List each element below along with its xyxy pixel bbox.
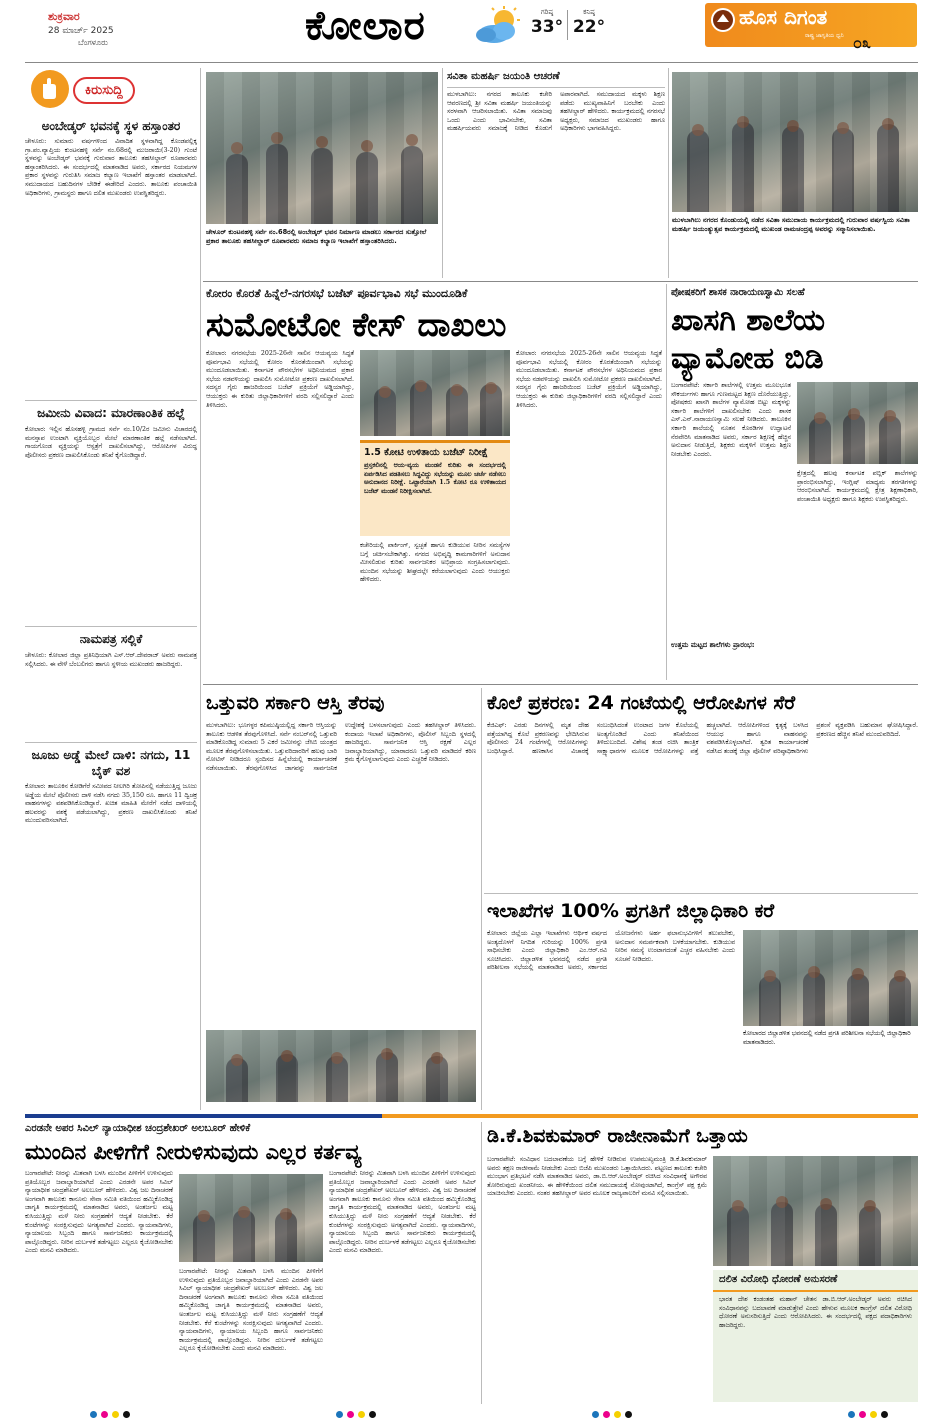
kole-story	[487, 690, 918, 890]
khasagi-body: ಬಂಗಾರಪೇಟೆ: ಸರ್ಕಾರಿ ಶಾಲೆಗಳಲ್ಲಿ ಉತ್ತಮ ಮೂಲಭೂತ ಸೌಕರ್ಯಗಳು ಹಾಗೂ ಗುಣಮಟ್ಟದ ಶಿಕ್ಷಣ ದೊರೆಯುತ್ತಿದ್ದು, ಪೋಷಕರು ಖಾಸಗಿ ಶಾಲೆಗಳ ವ್ಯಾಮೋಹ ಬಿಟ್ಟು ಮಕ್ಕಳನ್ನು ಸರ್ಕಾರಿ ಶಾಲೆಗಳಿಗೆ ದಾಖಲಿಸಬೇಕು ಎಂದು ಶಾಸಕ ಎಸ್.ಎನ್.ನಾರಾಯಣಸ್ವಾಮಿ ಸಲಹೆ ನೀಡಿದರು. ತಾಲೂಕಿನ ಸರ್ಕಾರಿ ಶಾಲೆಯಲ್ಲಿ ನೂತನ ಕೊಠಡಿಗಳ ಉದ್ಘಾಟನೆ ನೆರವೇರಿಸಿ ಮಾತನಾಡಿದ ಅವರು, ಸರ್ಕಾರ ಶಿಕ್ಷಣಕ್ಕೆ ಹೆಚ್ಚಿನ ಅನುದಾನ ನೀಡುತ್ತಿದೆ, ಶಿಕ್ಷಕರು ಮಕ್ಕಳಿಗೆ ಉತ್ತಮ ಶಿಕ್ಷಣ ನೀಡಬೇಕು ಎಂದರು.	[671, 382, 791, 458]
section-divider	[484, 893, 918, 894]
registration-dot	[614, 1411, 621, 1418]
column-divider	[481, 1122, 482, 1404]
sumoto-photo	[360, 350, 510, 436]
print-registration-marks	[90, 1411, 130, 1418]
khasagi-subhead: ಉತ್ತಮ ಮಟ್ಟದ ಶಾಲೆಗಳು ಪ್ರಾರಂಭ:	[671, 641, 755, 649]
registration-dot	[90, 1411, 97, 1418]
ilakhe-headline: ಇಲಾಖೆಗಳ 100% ಪ್ರಗತಿಗೆ ಜಿಲ್ಲಾಧಿಕಾರಿ ಕರೆ	[487, 900, 775, 922]
savita-story	[447, 70, 665, 278]
brand-logo-icon	[711, 8, 735, 32]
masthead	[0, 0, 945, 60]
ilakhe-photo-caption: ಕೋಲಾರದ ಜಿಲ್ಲಾಡಳಿತ ಭವನದಲ್ಲಿ ನಡೆದ ಪ್ರಗತಿ ಪರಿಶೀಲನಾ ಸಭೆಯಲ್ಲಿ ಜಿಲ್ಲಾಧಿಕಾರಿ ಮಾತನಾಡಿದರು.	[743, 1030, 911, 1046]
kole-headline: ಕೊಲೆ ಪ್ರಕರಣ: 24 ಗಂಟೆಯಲ್ಲಿ ಆರೋಪಿಗಳ ಸೆರೆ	[487, 692, 796, 714]
brand-name: ಹೊಸ ದಿಗಂತ	[739, 5, 828, 29]
registration-dot	[603, 1411, 610, 1418]
brief-body: ಕೋಲಾರ: ತಾಲೂಕಿನ ಕೋಡಿಗೆರೆ ಸಮೀಪದ ನೀಲಗಿರಿ ತೋಪಿನಲ್ಲಿ ನಡೆಯುತ್ತಿದ್ದ ಜೂಜು ಅಡ್ಡೆಯ ಮೇಲೆ ಪೊಲೀಸರು ದಾಳಿ ನಡೆಸಿ ನಗದು 35,150 ರೂ. ಹಾಗೂ 11 ದ್ವಿಚಕ್ರ ವಾಹನಗಳನ್ನು ವಶಪಡಿಸಿಕೊಂಡಿದ್ದಾರೆ. ಖಚಿತ ಮಾಹಿತಿ ಮೇರೆಗೆ ನಡೆದ ದಾಳಿಯಲ್ಲಿ ಹಲವರನ್ನು ವಶಕ್ಕೆ ಪಡೆಯಲಾಗಿದ್ದು, ಪ್ರಕರಣ ದಾಖಲಿಸಿಕೊಂಡು ತನಿಖೆ ಮುಂದುವರಿಸಲಾಗಿದೆ.	[25, 783, 197, 825]
top-photo-caption: ಮುಳಬಾಗಿಲು ನಗರದ ಕೊಂಡುಯಲ್ಲಿ ನಡೆದ ಸವಿತಾ ಸಮುದಾಯ ಕಾರ್ಯಕ್ರಮದಲ್ಲಿ ಗುರುವಾರ ವರ್ಷಸ್ವಿಯ ಸವಿತಾ ಮಹರ್ಷಿ ಜಯಂತ್ಯುತ್ಸವ ಕಾರ್ಯಕ್ರಮದಲ್ಲಿ ಮುಖಂಡ ರಾಮಚಂದ್ರಪ್ಪ ಅವರನ್ನು ಸನ್ಮಾನಿಸಲಾಯಿತು.	[672, 216, 910, 233]
sumoto-headline: ಸುಮೋಟೋ ಕೇಸ್ ದಾಖಲು	[206, 305, 507, 344]
brief-headline: ಜೂಜು ಅಡ್ಡೆ ಮೇಲೆ ದಾಳಿ: ನಗದು, 11 ಬೈಕ್ ವಶ	[31, 748, 191, 778]
dks-body: ಬಂಗಾರಪೇಟೆ: ಸಂವಿಧಾನ ಬದಲಾವಣೆಯ ಬಗ್ಗೆ ಹೇಳಿಕೆ ನೀಡಿರುವ ಉಪಮುಖ್ಯಮಂತ್ರಿ ಡಿ.ಕೆ.ಶಿವಕುಮಾರ್ ಅವರು ತಕ್ಷಣ ರಾಜೀನಾಮೆ ನೀಡಬೇಕು ಎಂದು ಬಿಜೆಪಿ ಮುಖಂಡರು ಒತ್ತಾಯಿಸಿದರು. ಪಟ್ಟಣದ ತಾಲೂಕು ಕಚೇರಿ ಮುಂಭಾಗ ಪ್ರತಿಭಟನೆ ನಡೆಸಿ ಮಾತನಾಡಿದ ಅವರು, ಡಾ.ಬಿ.ಆರ್.ಅಂಬೇಡ್ಕರ್ ರಚಿಸಿದ ಸಂವಿಧಾನಕ್ಕೆ ಅಗೌರವ ತೋರಿರುವುದು ಖಂಡನೀಯ. ಈ ಹೇಳಿಕೆಯಿಂದ ದಲಿತ ಸಮುದಾಯಕ್ಕೆ ನೋವುಂಟಾಗಿದೆ, ಕಾಂಗ್ರೆಸ್ ಪಕ್ಷ ಕ್ಷಮೆ ಯಾಚಿಸಬೇಕು ಎಂದರು. ನಂತರ ತಹಸೀಲ್ದಾರ್ ಅವರ ಮೂಲಕ ರಾಜ್ಯಪಾಲರಿಗೆ ಮನವಿ ಸಲ್ಲಿಸಲಾಯಿತು.	[487, 1156, 707, 1198]
sumoto-body-continued: ಕಚೇರಿಯಲ್ಲಿ ಪಾರ್ಕಿಂಗ್, ಸ್ವಚ್ಛತೆ ಹಾಗೂ ಕುಡಿಯುವ ನೀರಿನ ಸಮಸ್ಯೆಗಳ ಬಗ್ಗೆ ಚರ್ಚಿಸಬೇಕಾಗಿತ್ತು. ನಗರದ ಅಭಿವೃದ್ಧಿ ಕಾಮಗಾರಿಗಳಿಗೆ ಅನುದಾನ ಮೀಸಲಿಡುವ ಕುರಿತು ಸಾರ್ವಜನಿಕರ ಅಭಿಪ್ರಾಯ ಸಂಗ್ರಹಿಸಲಾಗುವುದು. ಮುಂದಿನ ಸಭೆಯನ್ನು ಶೀಘ್ರದಲ್ಲೇ ಕರೆಯಲಾಗುವುದು ಎಂದು ಆಯುಕ್ತರು ಹೇಳಿದರು.	[360, 542, 510, 584]
bottom-band-rule	[25, 1114, 918, 1118]
ottuvari-body: ಮುಳಬಾಗಿಲು: ಭೂಗಳ್ಳರ ಕಪಿಮುಷ್ಠಿಯಲ್ಲಿದ್ದ ಸರ್ಕಾರಿ ಆಸ್ತಿಯನ್ನು ತಾಲೂಕು ಆಡಳಿತ ತೆರವುಗೊಳಿಸಿದೆ. ಸರ್ವೆ ನಂಬರ್‌ನಲ್ಲಿ ಒತ್ತುವರಿ ಮಾಡಿಕೊಂಡಿದ್ದ ಸುಮಾರು 5 ಎಕರೆ ಜಮೀನನ್ನು ಜೆಸಿಬಿ ಯಂತ್ರದ ಮೂಲಕ ತೆರವುಗೊಳಿಸಲಾಯಿತು. ಒತ್ತುವರಿದಾರರಿಗೆ ಹಲವು ಬಾರಿ ನೋಟಿಸ್ ನೀಡಿದರೂ ಸ್ಪಂದಿಸದ ಹಿನ್ನೆಲೆಯಲ್ಲಿ ಕಾರ್ಯಾಚರಣೆ ನಡೆಸಲಾಯಿತು. ತೆರವುಗೊಳಿಸಿದ ಜಾಗವನ್ನು ಸಾರ್ವಜನಿಕ ಉದ್ದೇಶಕ್ಕೆ ಬಳಸಲಾಗುವುದು ಎಂದು ತಹಸೀಲ್ದಾರ್ ತಿಳಿಸಿದರು. ಕಂದಾಯ ಇಲಾಖೆ ಅಧಿಕಾರಿಗಳು, ಪೊಲೀಸ್ ಸಿಬ್ಬಂದಿ ಸ್ಥಳದಲ್ಲಿ ಹಾಜರಿದ್ದರು. ಸಾರ್ವಜನಿಕ ಆಸ್ತಿ ರಕ್ಷಣೆ ಎಲ್ಲರ ಜವಾಬ್ದಾರಿಯಾಗಿದ್ದು, ಯಾರಾದರೂ ಒತ್ತುವರಿ ಮಾಡಿದರೆ ಕಠಿಣ ಕ್ರಮ ಕೈಗೊಳ್ಳಲಾಗುವುದು ಎಂದು ಎಚ್ಚರಿಕೆ ನೀಡಿದರು.	[206, 722, 476, 772]
dks-sidebar-body: ಭಾರತ ದೇಶ ಕಂಡಂತಹ ಮಹಾನ್ ಚೇತನ ಡಾ.ಬಿ.ಆರ್.ಅಂಬೇಡ್ಕರ್ ಅವರು ರಚಿಸಿದ ಸಂವಿಧಾನವನ್ನು ಬದಲಾವಣೆ ಮಾಡುತ್ತೇವೆ ಎಂದು ಹೇಳುವ ಮೂಲಕ ಕಾಂಗ್ರೆಸ್ ದಲಿತ ವಿರೋಧಿ ಧೋರಣೆ ಅನುಸರಿಸುತ್ತಿದೆ ಎಂದು ಆರೋಪಿಸಿದರು. ಈ ಸಂದರ್ಭದಲ್ಲಿ ಪಕ್ಷದ ಪದಾಧಿಕಾರಿಗಳು ಹಾಜರಿದ್ದರು.	[719, 1296, 912, 1329]
dks-photo	[713, 1156, 918, 1266]
kirusuddi-badge-row	[25, 68, 197, 110]
brief-body: ಕೋಲಾರ: ಇಲ್ಲಿನ ಹೊಸಹಳ್ಳಿ ಗ್ರಾಮದ ಸರ್ವೆ ನಂ.10/2ರ ಜಮೀನು ವಿಚಾರದಲ್ಲಿ ಮನಸ್ತಾಪ ಉಂಟಾಗಿ ವ್ಯಕ್ತಿಯೊಬ್ಬರ ಮೇಲೆ ಮಾರಣಾಂತಿಕ ಹಲ್ಲೆ ನಡೆಸಲಾಗಿದೆ. ಗಾಯಗೊಂಡ ವ್ಯಕ್ತಿಯನ್ನು ಆಸ್ಪತ್ರೆಗೆ ದಾಖಲಿಸಲಾಗಿದ್ದು, ಆರೋಪಿಗಳ ವಿರುದ್ಧ ಪೊಲೀಸರು ಪ್ರಕರಣ ದಾಖಲಿಸಿಕೊಂಡು ತನಿಖೆ ಕೈಗೊಂಡಿದ್ದಾರೆ.	[25, 426, 197, 459]
brief-item	[25, 631, 197, 738]
savita-headline: ಸವಿತಾ ಮಹರ್ಷಿ ಜಯಂತಿ ಆಚರಣೆ	[447, 71, 560, 82]
masthead-rule	[25, 62, 918, 63]
pilige-story	[25, 1122, 476, 1404]
brief-headline: ಅಂಬೇಡ್ಕರ್ ಭವನಕ್ಕೆ ಸ್ಥಳ ಹಸ್ತಾಂತರ	[41, 119, 181, 133]
registration-dot	[870, 1411, 877, 1418]
savita-body: ಮುಳಬಾಗಿಲು: ನಗರದ ತಾಲೂಕು ಕಚೇರಿ ಆವರಣದಲ್ಲಿ ಶ್ರೀ ಸವಿತಾ ಮಹರ್ಷಿ ಜಯಂತಿಯನ್ನು ಸರಳವಾಗಿ ಆಚರಿಸಲಾಯಿತು. ಸವಿತಾ ಸಮಾಜವು ಒಂದು ಎಂದು ಭಾವಿಸಬೇಕು, ಸವಿತಾ ಮಹರ್ಷಿಯವರು ಸಮಾಜಕ್ಕೆ ನೀಡಿದ ಕೊಡುಗೆ ಅಪಾರವಾಗಿದೆ. ಸಮುದಾಯದ ಮಕ್ಕಳು ಶಿಕ್ಷಣ ಪಡೆದು ಮುಖ್ಯವಾಹಿನಿಗೆ ಬರಬೇಕು ಎಂದು ತಹಸೀಲ್ದಾರ್ ಹೇಳಿದರು. ಕಾರ್ಯಕ್ರಮದಲ್ಲಿ ನಗರಸಭೆ ಅಧ್ಯಕ್ಷರು, ಸಮಾಜದ ಮುಖಂಡರು ಹಾಗೂ ಅಧಿಕಾರಿಗಳು ಭಾಗವಹಿಸಿದ್ದರು.	[447, 91, 665, 133]
brief-item	[25, 118, 197, 396]
section-divider	[203, 281, 918, 282]
column-divider	[668, 68, 669, 278]
min-temp-block	[570, 8, 608, 37]
print-registration-marks	[848, 1411, 888, 1418]
registration-dot	[347, 1411, 354, 1418]
brief-headline: ಜಮೀನು ವಿವಾದ: ಮಾರಣಾಂತಿಕ ಹಲ್ಲೆ	[37, 406, 185, 420]
masthead-city: ಬೆಂಗಳೂರು	[78, 38, 108, 47]
pilige-headline: ಮುಂದಿನ ಪೀಳಿಗೆಗೆ ನೀರುಳಿಸುವುದು ಎಲ್ಲರ ಕರ್ತವ್ಯ	[25, 1140, 362, 1164]
khasagi-story	[671, 286, 918, 678]
masthead-day: ಶುಕ್ರವಾರ	[48, 10, 80, 23]
min-temp-label: ಕನಿಷ್ಠ	[583, 8, 595, 16]
column-divider	[666, 284, 667, 680]
savita-headline-rule	[447, 87, 665, 88]
sumoto-infobox-title: 1.5 ಕೋಟಿ ಉಳಿತಾಯ ಬಜೆಟ್ ನಿರೀಕ್ಷೆ	[364, 447, 488, 458]
ilakhe-story	[487, 898, 918, 1110]
pilige-photo	[179, 1174, 323, 1262]
max-temp-block	[528, 8, 566, 37]
pilige-body: ಬಂಗಾರಪೇಟೆ: ನೀರನ್ನು ಮಿತವಾಗಿ ಬಳಸಿ ಮುಂದಿನ ಪೀಳಿಗೆಗೆ ಉಳಿಸುವುದು ಪ್ರತಿಯೊಬ್ಬರ ಜವಾಬ್ದಾರಿಯಾಗಿದೆ ಎಂದು ಎರಡನೇ ಅಪರ ಸಿವಿಲ್ ನ್ಯಾಯಾಧೀಶ ಚಂದ್ರಶೇಖರ್ ಅಲಬೂರ್ ಹೇಳಿದರು. ವಿಶ್ವ ಜಲ ದಿನಾಚರಣೆ ಅಂಗವಾಗಿ ತಾಲೂಕು ಕಾನೂನು ಸೇವಾ ಸಮಿತಿ ವತಿಯಿಂದ ಹಮ್ಮಿಕೊಂಡಿದ್ದ ಜಾಗೃತಿ ಕಾರ್ಯಕ್ರಮದಲ್ಲಿ ಮಾತನಾಡಿದ ಅವರು, ಅಂತರ್ಜಲ ಮಟ್ಟ ಕುಸಿಯುತ್ತಿದ್ದು ಮಳೆ ನೀರು ಸಂಗ್ರಹಣೆಗೆ ಆದ್ಯತೆ ನೀಡಬೇಕು. ಕೆರೆ ಕುಂಟೆಗಳನ್ನು ಸಂರಕ್ಷಿಸುವುದು ಅಗತ್ಯವಾಗಿದೆ ಎಂದರು. ನ್ಯಾಯವಾದಿಗಳು, ನ್ಯಾಯಾಲಯ ಸಿಬ್ಬಂದಿ ಹಾಗೂ ಸಾರ್ವಜನಿಕರು ಕಾರ್ಯಕ್ರಮದಲ್ಲಿ ಪಾಲ್ಗೊಂಡಿದ್ದರು. ನೀರಿನ ದುರ್ಬಳಕೆ ತಡೆಗಟ್ಟಲು ಎಲ್ಲರೂ ಕೈಜೋಡಿಸಬೇಕು ಎಂದು ಮನವಿ ಮಾಡಿದರು.	[25, 1170, 173, 1255]
ottuvari-story	[206, 690, 476, 1110]
brief-divider	[25, 742, 197, 743]
khasagi-body-continued: ಕ್ಷೇತ್ರದಲ್ಲಿ ಹಲವು ಕರ್ನಾಟಕ ಪಬ್ಲಿಕ್ ಶಾಲೆಗಳನ್ನು ಪ್ರಾರಂಭಿಸಲಾಗಿದ್ದು, ಇಂಗ್ಲಿಷ್ ಮಾಧ್ಯಮ ತರಗತಿಗಳನ್ನು ಆರಂಭಿಸಲಾಗಿದೆ. ಕಾರ್ಯಕ್ರಮದಲ್ಲಿ ಕ್ಷೇತ್ರ ಶಿಕ್ಷಣಾಧಿಕಾರಿ, ಪಂಚಾಯಿತಿ ಅಧ್ಯಕ್ಷರು ಹಾಗೂ ಶಿಕ್ಷಕರು ಉಪಸ್ಥಿತರಿದ್ದರು.	[797, 470, 918, 503]
brief-body: ಚೇಳೂರು: ಕೋಲಾರ ಜಿಲ್ಲಾ ಪ್ರತಿನಿಧಿಯಾಗಿ ಎಸ್.ಆರ್.ದೇವರಾಜ್ ಅವರು ನಾಮಪತ್ರ ಸಲ್ಲಿಸಿದರು. ಈ ವೇಳೆ ಬೆಂಬಲಿಗರು ಹಾಗೂ ಸ್ಥಳೀಯ ಮುಖಂಡರು ಹಾಜರಿದ್ದರು.	[25, 652, 197, 668]
sumoto-kicker: ಕೋರಂ ಕೊರತೆ ಹಿನ್ನೆಲೆ-ನಗರಸಭೆ ಬಜೆಟ್ ಪೂರ್ವಭಾವಿ ಸಭೆ ಮುಂದೂಡಿಕೆ	[206, 287, 468, 300]
sumoto-infobox-body: ಪ್ರಸ್ತಕಲಿನಲ್ಲಿ ಆಯ-ವ್ಯಯ ಮಂಡನೆ ಕುರಿತು ಈ ಸಂದರ್ಭದಲ್ಲಿ ಏರ್ಪಡಿಸಿದ ಪಡತಿಸಲು ಸಿದ್ಧವಿದ್ದು ಸಭೆಯನ್ನು ಮೂಲ ಚರ್ಚೆ ನಡೆಸಲು ಅನುದಾನದ ನಿರೀಕ್ಷೆ. ಒಟ್ಟಾರೆಯಾಗಿ 1.5 ಕೋಟಿ ರೂ ಉಳಿತಾಯದ ಬಜೆಟ್ ಮಂಡನೆ ನಿರೀಕ್ಷಿಸಲಾಗಿದೆ.	[364, 462, 506, 495]
brief-headline: ನಾಮಪತ್ರ ಸಲ್ಲಿಕೆ	[79, 632, 143, 646]
ottuvari-photo	[206, 1030, 476, 1102]
section-divider	[203, 684, 918, 685]
kole-body: ಕೆಜಿಎಫ್: ಎರಡು ದಿನಗಳಲ್ಲಿ ಮೃತ ದೇಹ ಪತ್ತೆಯಾಗಿದ್ದ ಕೊಲೆ ಪ್ರಕರಣವನ್ನು ಭೇದಿಸಿರುವ ಪೊಲೀಸರು 24 ಗಂಟೆಗಳಲ್ಲಿ ಆರೋಪಿಗಳನ್ನು ಬಂಧಿಸಿದ್ದಾರೆ. ಹಣಕಾಸಿನ ವಿಚಾರಕ್ಕೆ ಸಂಬಂಧಿಸಿದಂತೆ ಉಂಟಾದ ಜಗಳ ಕೊಲೆಯಲ್ಲಿ ಅಂತ್ಯಗೊಂಡಿದೆ ಎಂದು ತನಿಖೆಯಿಂದ ತಿಳಿದುಬಂದಿದೆ. ವಿಶೇಷ ತಂಡ ರಚಿಸಿ ತಾಂತ್ರಿಕ ಸಾಕ್ಷ್ಯಾಧಾರಗಳ ಮೂಲಕ ಆರೋಪಿಗಳನ್ನು ಪತ್ತೆ ಹಚ್ಚಲಾಗಿದೆ. ಆರೋಪಿಗಳಿಂದ ಕೃತ್ಯಕ್ಕೆ ಬಳಸಿದ ಆಯುಧ ಹಾಗೂ ವಾಹನವನ್ನು ವಶಪಡಿಸಿಕೊಳ್ಳಲಾಗಿದೆ. ತ್ವರಿತ ಕಾರ್ಯಾಚರಣೆ ನಡೆಸಿದ ತಂಡಕ್ಕೆ ಜಿಲ್ಲಾ ಪೊಲೀಸ್ ವರಿಷ್ಠಾಧಿಕಾರಿಗಳು ಪ್ರಶಂಸೆ ವ್ಯಕ್ತಪಡಿಸಿ ಬಹುಮಾನ ಘೋಷಿಸಿದ್ದಾರೆ. ಪ್ರಕರಣದ ಹೆಚ್ಚಿನ ತನಿಖೆ ಮುಂದುವರಿದಿದೆ.	[487, 722, 918, 755]
khasagi-photo	[797, 382, 918, 464]
column-divider	[200, 68, 201, 1110]
registration-dot	[859, 1411, 866, 1418]
pilige-body-right: ಬಂಗಾರಪೇಟೆ: ನೀರನ್ನು ಮಿತವಾಗಿ ಬಳಸಿ ಮುಂದಿನ ಪೀಳಿಗೆಗೆ ಉಳಿಸುವುದು ಪ್ರತಿಯೊಬ್ಬರ ಜವಾಬ್ದಾರಿಯಾಗಿದೆ ಎಂದು ಎರಡನೇ ಅಪರ ಸಿವಿಲ್ ನ್ಯಾಯಾಧೀಶ ಚಂದ್ರಶೇಖರ್ ಅಲಬೂರ್ ಹೇಳಿದರು. ವಿಶ್ವ ಜಲ ದಿನಾಚರಣೆ ಅಂಗವಾಗಿ ತಾಲೂಕು ಕಾನೂನು ಸೇವಾ ಸಮಿತಿ ವತಿಯಿಂದ ಹಮ್ಮಿಕೊಂಡಿದ್ದ ಜಾಗೃತಿ ಕಾರ್ಯಕ್ರಮದಲ್ಲಿ ಮಾತನಾಡಿದ ಅವರು, ಅಂತರ್ಜಲ ಮಟ್ಟ ಕುಸಿಯುತ್ತಿದ್ದು ಮಳೆ ನೀರು ಸಂಗ್ರಹಣೆಗೆ ಆದ್ಯತೆ ನೀಡಬೇಕು. ಕೆರೆ ಕುಂಟೆಗಳನ್ನು ಸಂರಕ್ಷಿಸುವುದು ಅಗತ್ಯವಾಗಿದೆ ಎಂದರು. ನ್ಯಾಯವಾದಿಗಳು, ನ್ಯಾಯಾಲಯ ಸಿಬ್ಬಂದಿ ಹಾಗೂ ಸಾರ್ವಜನಿಕರು ಕಾರ್ಯಕ್ರಮದಲ್ಲಿ ಪಾಲ್ಗೊಂಡಿದ್ದರು. ನೀರಿನ ದುರ್ಬಳಕೆ ತಡೆಗಟ್ಟಲು ಎಲ್ಲರೂ ಕೈಜೋಡಿಸಬೇಕು ಎಂದು ಮನವಿ ಮಾಡಿದರು.	[329, 1170, 476, 1255]
dks-sidebar-headline: ದಲಿತ ವಿರೋಧಿ ಧೋರಣೆ ಅನುಸರಣೆ	[713, 1270, 918, 1292]
dks-story	[487, 1122, 918, 1404]
registration-dot	[369, 1411, 376, 1418]
top-photo-caption: ಚೇಳೂರ್ ಕುಂಟನಹಳ್ಳಿ ಸರ್ವೆ ನಂ.68ರಲ್ಲಿ ಅಂಬೇಡ್ಕರ್ ಭವನ ನಿರ್ಮಾಣ ಮಾಡಲು ಸರ್ಕಾರದ ಸುತ್ತೋಲೆ ಪ್ರಕಾರ ತಾಲೂಕು ತಹಸೀಲ್ದಾರ್ ರೂಪಾರವರು ಸಮಾಜ ಕಲ್ಯಾಣ ಇಲಾಖೆಗೆ ಹಸ್ತಾಂತರಿಸಿದರು.	[206, 228, 427, 245]
masthead-date: 28 ಮಾರ್ಚ್ 2025	[48, 26, 114, 36]
sumoto-body-right: ಕೋಲಾರ: ನಗರಸಭೆಯ 2025-26ನೇ ಸಾಲಿನ ಆಯವ್ಯಯ ಸಿದ್ಧತೆ ಪೂರ್ವಭಾವಿ ಸಭೆಯಲ್ಲಿ ಕೋರಂ ಕೊರತೆಯಿಂದಾಗಿ ಸಭೆಯನ್ನು ಮುಂದೂಡಲಾಯಿತು. ಕರ್ನಾಟಕ ಪೌರಸಭೆಗಳ ಅಧಿನಿಯಮದ ಪ್ರಕಾರ ಸಭೆಯ ನಡವಳಿಯನ್ನು ದಾಖಲಿಸಿ ಸುಮೋಟೋ ಪ್ರಕರಣ ದಾಖಲಿಸಲಾಗಿದೆ. ಸದಸ್ಯರ ಗೈರು ಹಾಜರಿಯಿಂದ ಬಜೆಟ್ ಪ್ರಕ್ರಿಯೆಗೆ ಅಡ್ಡಿಯಾಗಿದ್ದು, ಆಯುಕ್ತರು ಈ ಕುರಿತು ಜಿಲ್ಲಾಧಿಕಾರಿಗಳಿಗೆ ವರದಿ ಸಲ್ಲಿಸಲಿದ್ದಾರೆ ಎಂದು ತಿಳಿಸಿದರು.	[516, 350, 662, 409]
brief-item	[25, 747, 197, 1110]
temp-divider	[567, 10, 568, 40]
page-number: ೦೩	[853, 33, 871, 52]
brief-divider	[25, 626, 197, 627]
print-registration-marks	[336, 1411, 376, 1418]
sumoto-infobox	[360, 440, 510, 536]
dks-headline: ಡಿ.ಕೆ.ಶಿವಕುಮಾರ್ ರಾಜೀನಾಮೆಗೆ ಒತ್ತಾಯ	[487, 1125, 748, 1147]
sumoto-body: ಕೋಲಾರ: ನಗರಸಭೆಯ 2025-26ನೇ ಸಾಲಿನ ಆಯವ್ಯಯ ಸಿದ್ಧತೆ ಪೂರ್ವಭಾವಿ ಸಭೆಯಲ್ಲಿ ಕೋರಂ ಕೊರತೆಯಿಂದಾಗಿ ಸಭೆಯನ್ನು ಮುಂದೂಡಲಾಯಿತು. ಕರ್ನಾಟಕ ಪೌರಸಭೆಗಳ ಅಧಿನಿಯಮದ ಪ್ರಕಾರ ಸಭೆಯ ನಡವಳಿಯನ್ನು ದಾಖಲಿಸಿ ಸುಮೋಟೋ ಪ್ರಕರಣ ದಾಖಲಿಸಲಾಗಿದೆ. ಸದಸ್ಯರ ಗೈರು ಹಾಜರಿಯಿಂದ ಬಜೆಟ್ ಪ್ರಕ್ರಿಯೆಗೆ ಅಡ್ಡಿಯಾಗಿದ್ದು, ಆಯುಕ್ತರು ಈ ಕುರಿತು ಜಿಲ್ಲಾಧಿಕಾರಿಗಳಿಗೆ ವರದಿ ಸಲ್ಲಿಸಲಿದ್ದಾರೆ ಎಂದು ತಿಳಿಸಿದರು.	[206, 350, 354, 409]
khasagi-kicker: ಪೋಷಕರಿಗೆ ಶಾಸಕ ನಾರಾಯಣಸ್ವಾಮಿ ಸಲಹೆ	[671, 287, 805, 298]
registration-dot	[592, 1411, 599, 1418]
brief-item	[25, 405, 197, 622]
column-divider	[481, 688, 482, 1110]
registration-dot	[848, 1411, 855, 1418]
registration-dot	[881, 1411, 888, 1418]
registration-dot	[101, 1411, 108, 1418]
pilige-body-continued: ಬಂಗಾರಪೇಟೆ: ನೀರನ್ನು ಮಿತವಾಗಿ ಬಳಸಿ ಮುಂದಿನ ಪೀಳಿಗೆಗೆ ಉಳಿಸುವುದು ಪ್ರತಿಯೊಬ್ಬರ ಜವಾಬ್ದಾರಿಯಾಗಿದೆ ಎಂದು ಎರಡನೇ ಅಪರ ಸಿವಿಲ್ ನ್ಯಾಯಾಧೀಶ ಚಂದ್ರಶೇಖರ್ ಅಲಬೂರ್ ಹೇಳಿದರು. ವಿಶ್ವ ಜಲ ದಿನಾಚರಣೆ ಅಂಗವಾಗಿ ತಾಲೂಕು ಕಾನೂನು ಸೇವಾ ಸಮಿತಿ ವತಿಯಿಂದ ಹಮ್ಮಿಕೊಂಡಿದ್ದ ಜಾಗೃತಿ ಕಾರ್ಯಕ್ರಮದಲ್ಲಿ ಮಾತನಾಡಿದ ಅವರು, ಅಂತರ್ಜಲ ಮಟ್ಟ ಕುಸಿಯುತ್ತಿದ್ದು ಮಳೆ ನೀರು ಸಂಗ್ರಹಣೆಗೆ ಆದ್ಯತೆ ನೀಡಬೇಕು. ಕೆರೆ ಕುಂಟೆಗಳನ್ನು ಸಂರಕ್ಷಿಸುವುದು ಅಗತ್ಯವಾಗಿದೆ ಎಂದರು. ನ್ಯಾಯವಾದಿಗಳು, ನ್ಯಾಯಾಲಯ ಸಿಬ್ಬಂದಿ ಹಾಗೂ ಸಾರ್ವಜನಿಕರು ಕಾರ್ಯಕ್ರಮದಲ್ಲಿ ಪಾಲ್ಗೊಂಡಿದ್ದರು. ನೀರಿನ ದುರ್ಬಳಕೆ ತಡೆಗಟ್ಟಲು ಎಲ್ಲರೂ ಕೈಜೋಡಿಸಬೇಕು ಎಂದು ಮನವಿ ಮಾಡಿದರು.	[179, 1268, 323, 1353]
sumoto-story	[206, 286, 662, 678]
registration-dot	[123, 1411, 130, 1418]
brand-banner	[705, 3, 917, 52]
brief-body: ಚೇಳೂರು: ಸುಮಾರು ವರ್ಷಗಳಿಂದ ವಿವಾದಿತ ಸ್ಥಳವಾಗಿದ್ದ ಕೊಂಡಪಲ್ಲಿಕ್ಕ ಗ್ರಾ.ಪಂ.ವ್ಯಾಪ್ತಿಯ ಕುಂಟನಹಳ್ಳಿ ಸರ್ವೆ ನಂ.68ರಲ್ಲಿ ಮುಜರಾಯಿ(3-20) ಗುಂಟೆ ಸ್ಥಳವನ್ನು ಅಂಬೇಡ್ಕರ್ ಭವನಕ್ಕೆ ಗುರುವಾರ ತಾಲೂಕು ತಹಸೀಲ್ದಾರ್ ರೂಪಾರವರು ಹಸ್ತಾಂತರಿಸಿದರು. ಈ ಸಂದರ್ಭದಲ್ಲಿ ಮಾತನಾಡಿದ ಅವರು, ಸರ್ಕಾರದ ನಿಯಮಗಳ ಪ್ರಕಾರ ಸ್ಥಳವನ್ನು ಗುರುತಿಸಿ ಸಮಾಜ ಕಲ್ಯಾಣ ಇಲಾಖೆಗೆ ಹಸ್ತಾಂತರ ಮಾಡಲಾಗಿದೆ. ಸಮುದಾಯದ ಬಹುದಿನಗಳ ಬೇಡಿಕೆ ಈಡೇರಿದೆ ಎಂದರು. ತಾಲೂಕು ಪಂಚಾಯಿತಿ ಅಧಿಕಾರಿಗಳು, ಗ್ರಾಮಸ್ಥರು ಹಾಗೂ ದಲಿತ ಮುಖಂಡರು ಉಪಸ್ಥಿತರಿದ್ದರು.	[25, 138, 197, 197]
masthead-date-block	[48, 10, 248, 48]
registration-dot	[336, 1411, 343, 1418]
min-temp-value: 22°	[572, 17, 606, 37]
brand-tagline: ರಾಷ್ಟ್ರ ಜಾಗೃತಿಯ ಧ್ವನಿ	[805, 33, 844, 39]
column-divider	[442, 68, 443, 278]
weather-cloud-sun-icon	[472, 6, 524, 46]
dks-sidebar	[713, 1270, 918, 1402]
kirusuddi-badge: ಕಿರುಸುದ್ದಿ	[73, 77, 135, 104]
max-temp-label: ಗರಿಷ್ಠ	[540, 8, 554, 16]
top-photo-savita	[672, 72, 918, 212]
hand-point-icon	[31, 70, 69, 108]
max-temp-value: 33°	[530, 17, 564, 37]
kirusuddi-column	[25, 68, 197, 1110]
pilige-kicker: ಎರಡನೇ ಅಪರ ಸಿವಿಲ್ ನ್ಯಾಯಾಧೀಶ ಚಂದ್ರಶೇಖರ್ ಅಲಬೂರ್ ಹೇಳಿಕೆ	[25, 1123, 251, 1134]
print-registration-marks	[592, 1411, 632, 1418]
khasagi-headline: ಖಾಸಗಿ ಶಾಲೆಯ ವ್ಯಾಮೋಹ ಬಿಡಿ	[671, 303, 826, 376]
registration-dot	[625, 1411, 632, 1418]
ilakhe-body: ಕೋಲಾರ: ಜಿಲ್ಲೆಯ ಎಲ್ಲಾ ಇಲಾಖೆಗಳು ಆರ್ಥಿಕ ವರ್ಷದ ಅಂತ್ಯದೊಳಗೆ ನಿಗದಿತ ಗುರಿಯನ್ನು 100% ಪ್ರಗತಿ ಸಾಧಿಸಬೇಕು ಎಂದು ಜಿಲ್ಲಾಧಿಕಾರಿ ಎಂ.ಆರ್.ರವಿ ಸೂಚಿಸಿದರು. ಜಿಲ್ಲಾಡಳಿತ ಭವನದಲ್ಲಿ ನಡೆದ ಪ್ರಗತಿ ಪರಿಶೀಲನಾ ಸಭೆಯಲ್ಲಿ ಮಾತನಾಡಿದ ಅವರು, ಸರ್ಕಾರದ ಯೋಜನೆಗಳು ಅರ್ಹ ಫಲಾನುಭವಿಗಳಿಗೆ ತಲುಪಬೇಕು, ಅನುದಾನ ಸಮರ್ಪಕವಾಗಿ ಬಳಕೆಯಾಗಬೇಕು. ಕುಡಿಯುವ ನೀರಿನ ಸಮಸ್ಯೆ ಉಂಟಾಗದಂತೆ ಎಚ್ಚರ ವಹಿಸಬೇಕು ಎಂದು ಸೂಚನೆ ನೀಡಿದರು.	[487, 930, 735, 972]
registration-dot	[358, 1411, 365, 1418]
masthead-title: ಕೋಲಾರ	[305, 3, 426, 49]
ottuvari-headline: ಒತ್ತುವರಿ ಸರ್ಕಾರಿ ಆಸ್ತಿ ತೆರವು	[206, 692, 385, 714]
top-photo-ambedkar	[206, 72, 438, 224]
brief-divider	[25, 400, 197, 401]
registration-dot	[112, 1411, 119, 1418]
ilakhe-photo	[743, 930, 918, 1026]
